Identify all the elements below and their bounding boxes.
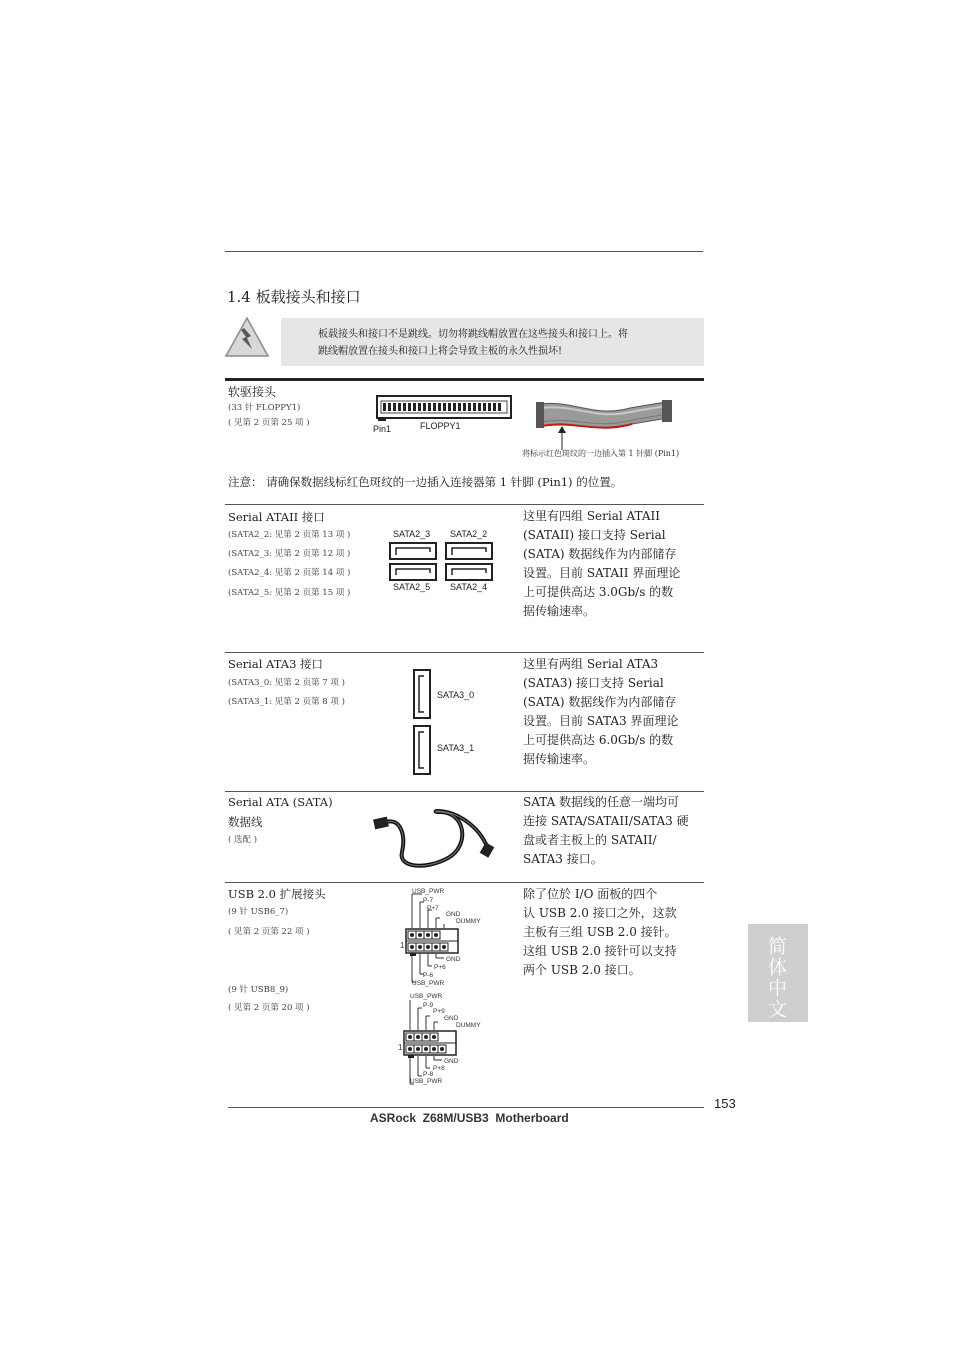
- usb2-label-gnd-top: GND: [444, 1015, 459, 1022]
- pin1-arrow: [557, 426, 567, 450]
- sata-cable-image: [370, 804, 500, 870]
- usb-desc: 认 USB 2.0 接口之外，这款: [523, 906, 677, 920]
- floppy-connector-label: FLOPPY1: [420, 421, 461, 431]
- usb-desc: 这组 USB 2.0 接针可以支持: [523, 944, 677, 958]
- divider-usb: [225, 882, 704, 883]
- usb-header-1-diagram: [398, 886, 488, 990]
- sata2-item: (SATA2_2: 见第 2 页第 13 项 ): [228, 530, 351, 540]
- floppy-ribbon-cable-image: [534, 398, 674, 438]
- sata-cable-desc: SATA 数据线的任意一端均可: [523, 795, 680, 809]
- sata-cable-title: Serial ATA (SATA): [228, 795, 333, 809]
- divider-sata3: [225, 652, 704, 653]
- sata3-title: Serial ATA3 接口: [228, 657, 324, 671]
- sata3-label-b: SATA3_1: [437, 743, 475, 753]
- usb2-label-p-top: P-9: [423, 1002, 434, 1009]
- footer-title: ASRock Z68M/USB3 Motherboard: [370, 1111, 569, 1125]
- floppy-cable-caption: 将标示红色斑纹的一边插入第 1 针脚 (Pin1): [522, 449, 680, 458]
- usb1-label-p-bot: P-6: [423, 972, 434, 979]
- warning-line-1: 板载接头和接口不是跳线。切勿将跳线帽放置在这些接头和接口上。将: [318, 329, 628, 340]
- sata2-desc: 上可提供高达 3.0Gb/s 的数: [523, 585, 674, 599]
- divider-sata2: [225, 504, 704, 505]
- sata3-label-a: SATA3_0: [437, 690, 475, 700]
- sata2-item: (SATA2_4: 见第 2 页第 14 项 ): [228, 568, 351, 578]
- usb2-label-usbpwr-top: USB_PWR: [410, 993, 443, 1000]
- sata-cable-desc: 盘或者主板上的 SATAII/: [523, 833, 657, 847]
- sata-cable-desc: 连接 SATA/SATAII/SATA3 硬: [523, 814, 689, 828]
- sata3-item: (SATA3_1: 见第 2 页第 8 项 ): [228, 697, 345, 707]
- sata2-desc: (SATAII) 接口支持 Serial: [523, 528, 666, 542]
- sata3-desc: 这里有两组 Serial ATA3: [523, 657, 659, 671]
- usb1-label-pp-top: P+7: [427, 905, 439, 912]
- sata2-label-a: SATA2_3: [393, 529, 431, 539]
- sata3-desc: (SATA) 数据线作为内部储存: [523, 695, 677, 709]
- sata2-connectors-diagram: [388, 541, 496, 583]
- sata2-label-d: SATA2_4: [450, 582, 488, 592]
- floppy-sub-1: (33 针 FLOPPY1): [228, 403, 301, 413]
- usb2-label-p-bot: P-8: [423, 1071, 434, 1078]
- sata2-desc: (SATA) 数据线作为内部储存: [523, 547, 677, 561]
- usb1-label-p-top: P-7: [423, 897, 434, 904]
- usb2-label-pp-top: P+9: [433, 1008, 445, 1015]
- sata3-connectors-diagram: [410, 668, 434, 778]
- footer-rule: [228, 1107, 704, 1108]
- sata3-item: (SATA3_0: 见第 2 页第 7 项 ): [228, 678, 345, 688]
- usb2-label-usbpwr-bot: USB_PWR: [410, 1078, 443, 1085]
- section-title: 1.4 板载接头和接口: [227, 288, 361, 306]
- floppy-connector-diagram: [374, 394, 514, 422]
- usb2-label-gnd-bot: GND: [444, 1058, 459, 1065]
- divider-thick: [225, 378, 704, 381]
- usb-title: USB 2.0 扩展接头: [228, 887, 326, 901]
- usb-desc: 除了位於 I/O 面板的四个: [523, 887, 658, 901]
- sata2-desc: 这里有四组 Serial ATAII: [523, 509, 661, 523]
- usb-sub-1: (9 针 USB6_7): [228, 907, 289, 917]
- sata2-title: Serial ATAII 接口: [228, 510, 325, 524]
- usb-desc: 主板有三组 USB 2.0 接针。: [523, 925, 677, 939]
- usb-sub-4: ( 见第 2 页第 20 项 ): [228, 1003, 310, 1013]
- floppy-pin1-label: Pin1: [373, 424, 392, 434]
- usb1-label-pp-bot: P+6: [434, 964, 446, 971]
- floppy-note: 注意： 请确保数据线标红色斑纹的一边插入连接器第 1 针脚 (Pin1) 的位置。: [228, 475, 623, 489]
- sata-cable-title-2: 数据线: [228, 815, 263, 829]
- sata2-desc: 设置。目前 SATAII 界面理论: [523, 566, 681, 580]
- sata3-desc: 据传输速率。: [523, 752, 596, 766]
- top-rule: [225, 251, 703, 252]
- sata2-item: (SATA2_5: 见第 2 页第 15 项 ): [228, 588, 351, 598]
- sata3-desc: (SATA3) 接口支持 Serial: [523, 676, 664, 690]
- sata-cable-sub: ( 选配 ): [228, 835, 258, 845]
- usb-desc: 两个 USB 2.0 接口。: [523, 963, 641, 977]
- sata2-label-b: SATA2_2: [450, 529, 488, 539]
- usb1-label-one: 1: [400, 941, 405, 950]
- warning-icon: [224, 316, 270, 358]
- sata3-desc: 上可提供高达 6.0Gb/s 的数: [523, 733, 674, 747]
- usb-sub-3: (9 针 USB8_9): [228, 985, 289, 995]
- usb1-label-gnd-top: GND: [446, 911, 461, 918]
- floppy-title: 软驱接头: [228, 385, 277, 399]
- sata2-desc: 据传输速率。: [523, 604, 596, 618]
- warning-line-2: 跳线帽放置在接头和接口上将会导致主板的永久性损坏!: [318, 346, 563, 357]
- usb2-label-pp-bot: P+8: [433, 1065, 445, 1072]
- usb1-label-dummy: DUMMY: [456, 918, 481, 925]
- divider-sata-cable: [225, 791, 704, 792]
- page-number: 153: [714, 1096, 736, 1111]
- floppy-sub-2: ( 见第 2 页第 25 项 ): [228, 418, 310, 428]
- usb1-label-usbpwr-top: USB_PWR: [412, 888, 445, 895]
- usb1-label-gnd-bot: GND: [446, 956, 461, 963]
- usb1-label-usbpwr-bot: USB_PWR: [412, 980, 445, 987]
- usb2-label-dummy: DUMMY: [456, 1022, 481, 1029]
- sata2-label-c: SATA2_5: [393, 582, 431, 592]
- usb-sub-2: ( 见第 2 页第 22 项 ): [228, 927, 310, 937]
- sata-cable-desc: SATA3 接口。: [523, 852, 603, 866]
- usb2-label-one: 1: [398, 1043, 403, 1052]
- sata3-desc: 设置。目前 SATA3 界面理论: [523, 714, 679, 728]
- sata2-item: (SATA2_3: 见第 2 页第 12 项 ): [228, 549, 351, 559]
- language-side-tab-label: 简体中文: [765, 936, 787, 1020]
